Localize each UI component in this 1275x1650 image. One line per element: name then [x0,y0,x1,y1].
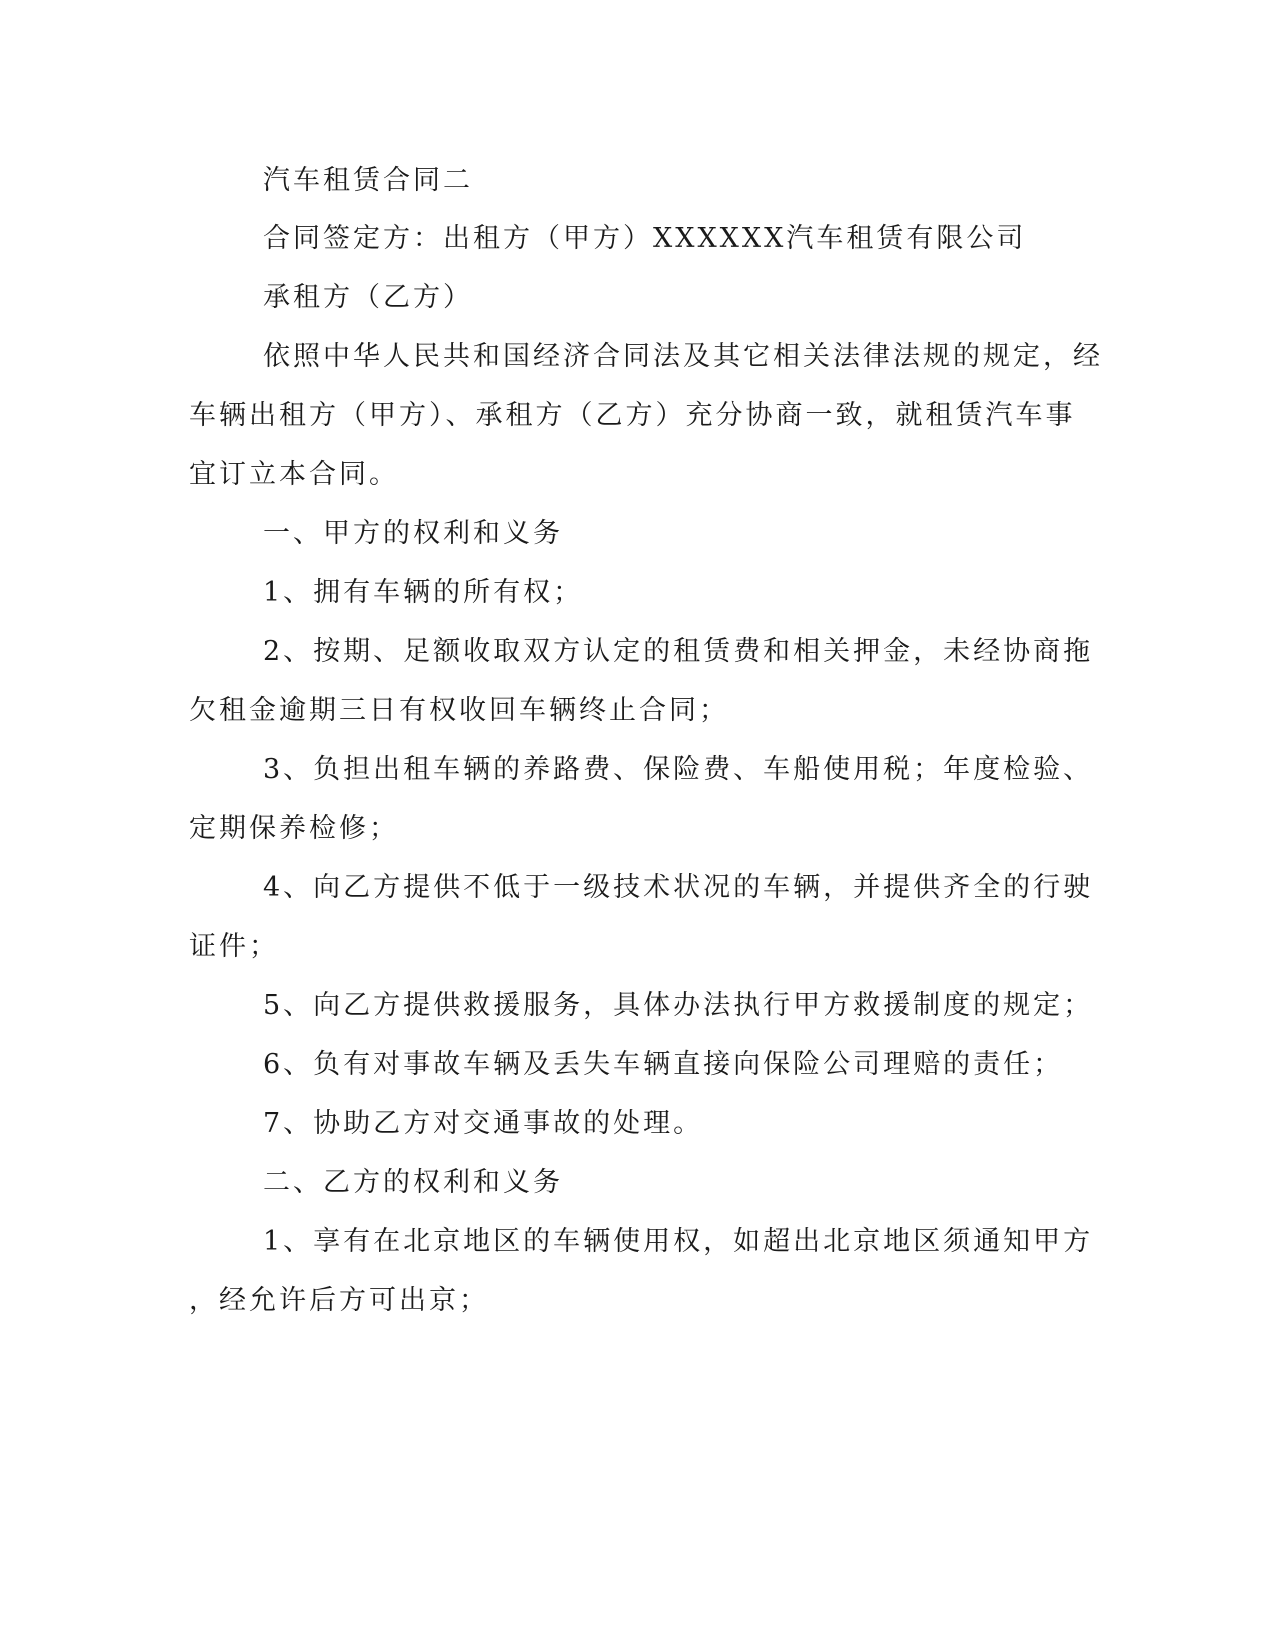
clause-line: 5、向乙方提供救援服务，具体办法执行甲方救援制度的规定； [263,990,1094,1021]
preamble-line: 宜订立本合同。 [189,459,399,490]
document-title: 汽车租赁合同二 [263,165,473,196]
clause-line: 证件； [189,931,279,962]
clause-line: 1、拥有车辆的所有权； [263,577,584,608]
clause-line: 3、负担出租车辆的养路费、保险费、车船使用税；年度检验、 [263,754,1094,785]
clause-line: 4、向乙方提供不低于一级技术状况的车辆，并提供齐全的行驶 [263,872,1094,903]
preamble-line: 车辆出租方（甲方）、承租方（乙方）充分协商一致，就租赁汽车事 [189,400,1076,431]
clause-line: 6、负有对事故车辆及丢失车辆直接向保险公司理赔的责任； [263,1049,1064,1080]
section-heading: 二、乙方的权利和义务 [263,1167,563,1198]
party-a-line: 合同签定方：出租方（甲方）XXXXXX汽车租赁有限公司 [263,223,1027,254]
clause-line: 2、按期、足额收取双方认定的租赁费和相关押金，未经协商拖 [263,636,1094,667]
party-b-line: 承租方（乙方） [263,282,473,313]
clause-line: 7、协助乙方对交通事故的处理。 [263,1108,704,1139]
clause-line: ，经允许后方可出京； [189,1285,489,1316]
clause-line: 定期保养检修； [189,813,399,844]
section-heading: 一、甲方的权利和义务 [263,518,563,549]
preamble-line: 依照中华人民共和国经济合同法及其它相关法律法规的规定，经 [263,341,1103,372]
clause-line: 1、享有在北京地区的车辆使用权，如超出北京地区须通知甲方 [263,1226,1094,1257]
clause-line: 欠租金逾期三日有权收回车辆终止合同； [189,695,729,726]
